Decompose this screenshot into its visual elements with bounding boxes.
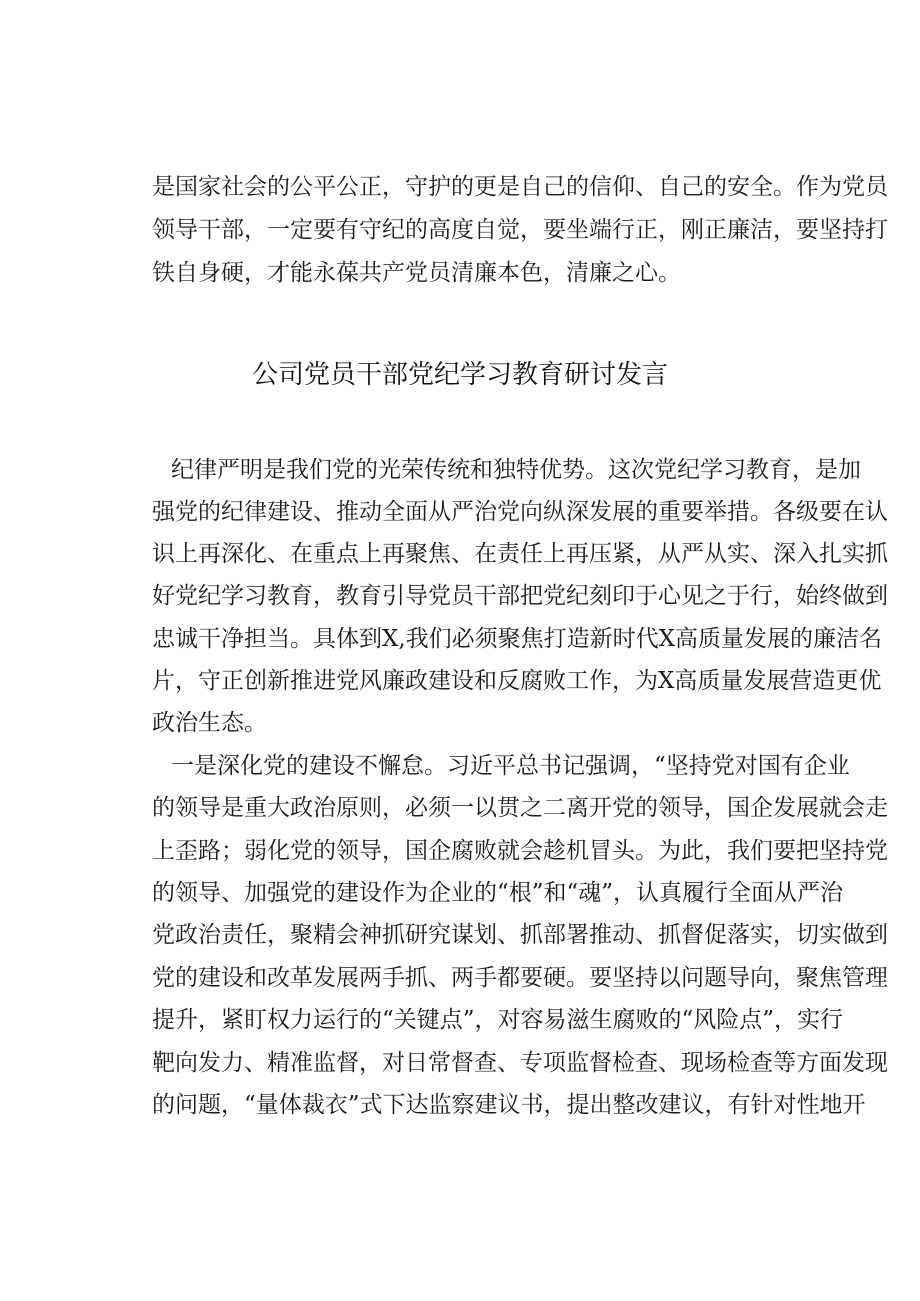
- top-paragraph-line: 是国家社会的公平公正，守护的更是自己的信仰、自己的安全。作为党员: [152, 174, 888, 200]
- paragraph-1-line: 好党纪学习教育，教育引导党员干部把党纪刻印于心见之于行，始终做到: [152, 583, 888, 609]
- paragraph-1-line: 纪律严明是我们党的光荣传统和独特优势。这次党纪学习教育，是加: [171, 457, 861, 483]
- paragraph-2-line: 的领导、加强党的建设作为企业的“根”和“魂”，认真履行全面从严治: [152, 880, 844, 906]
- top-paragraph-line: 领导干部，一定要有守纪的高度自觉，要坐端行正，刚正廉洁，要坚持打: [152, 217, 888, 243]
- top-paragraph-line: 铁自身硬，才能永葆共产党员清廉本色，清廉之心。: [152, 260, 681, 286]
- paragraph-2-line: 党的建设和改革发展两手抓、两手都要硬。要坚持以问题导向，聚焦管理: [152, 965, 888, 991]
- paragraph-2-line: 一是深化党的建设不懈怠。习近平总书记强调，“坚持党对国有企业: [171, 753, 850, 779]
- paragraph-2-line: 上歪路；弱化党的领导，国企腐败就会趁机冒头。为此，我们要把坚持党: [152, 838, 888, 864]
- paragraph-1-line: 识上再深化、在重点上再聚焦、在责任上再压紧，从严从实、深入扎实抓: [152, 541, 888, 567]
- paragraph-1-line: 政治生态。: [152, 710, 267, 736]
- paragraph-1-line: 片，守正创新推进党风廉政建设和反腐败工作，为X高质量发展营造更优: [152, 668, 882, 694]
- paragraph-1-line: 忠诚干净担当。具体到X,我们必须聚焦打造新时代X高质量发展的廉洁名: [152, 626, 883, 652]
- paragraph-2-line: 提升，紧盯权力运行的“关键点”，对容易滋生腐败的“风险点”，实行: [152, 1007, 844, 1033]
- paragraph-2-line: 靶向发力、精准监督，对日常督查、专项监督检查、现场检查等方面发现: [152, 1050, 888, 1076]
- paragraph-1-line: 强党的纪律建设、推动全面从严治党向纵深发展的重要举措。各级要在认: [152, 499, 888, 525]
- document-title: 公司党员干部党纪学习教育研讨发言: [251, 360, 668, 390]
- paragraph-2-line: 的领导是重大政治原则，必须一以贯之二离开党的领导，国企发展就会走: [152, 795, 888, 821]
- paragraph-2-line: 党政治责任，聚精会神抓研究谋划、抓部署推动、抓督促落实，切实做到: [152, 922, 888, 948]
- paragraph-2-line: 的问题，“量体裁衣”式下达监察建议书，提出整改建议，有针对性地开: [152, 1092, 866, 1118]
